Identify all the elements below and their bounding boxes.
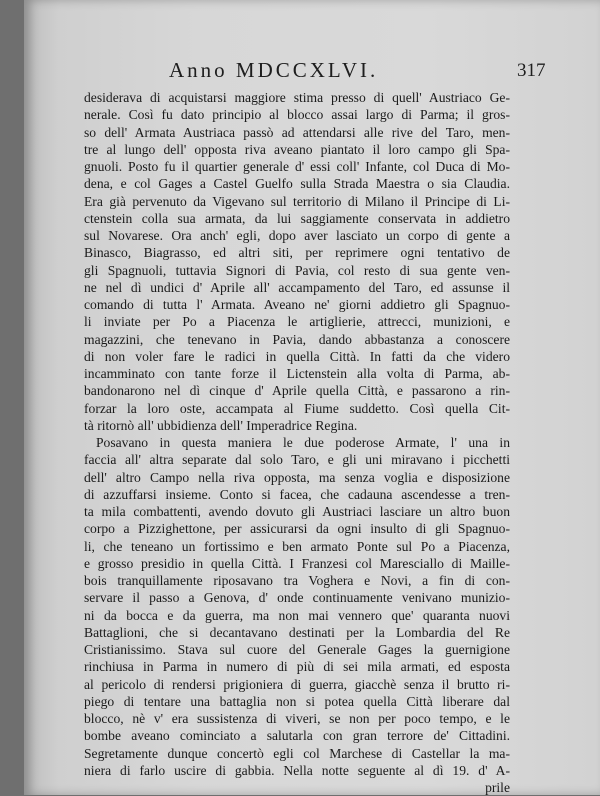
- page-number: 317: [517, 60, 546, 81]
- text-line: forzar la loro oste, accampata al Fiume suddetto. Così quella Cit-: [84, 400, 510, 416]
- text-line: Posavano in questa maniera le due poderose Armate, l' una in: [96, 435, 510, 450]
- text-line: faccia all' altra separate dal solo Taro, e gli uni miravano i picchetti: [84, 452, 510, 468]
- text-line-catchword: prile: [485, 780, 510, 795]
- text-line: bois tranquillamente riposavano tra Voghera e Novi, a fin di con-: [84, 573, 510, 588]
- text-line: Era già pervenuto da Vigevano sul territorio di Milano il Principe di Li-: [84, 193, 510, 209]
- text-line: desiderava di acquistarsi maggiore stima presso di quell' Austriaco Ge-: [84, 90, 510, 105]
- text-line: gnuoli. Posto fu il quartier generale d' essi coll' Infante, col Duca di Mo-: [84, 159, 510, 174]
- text-line: rinchiusa in Parma in numero di più di sei mila armati, ed esposta: [84, 659, 510, 675]
- text-line: e grosso presidio in quella Città. I Franzesi col Maresciallo di Maille-: [84, 555, 510, 571]
- text-line: nerale. Così fu dato principio al blocco assai largo di Parma; il gros-: [84, 107, 510, 123]
- text-line: ne nel dì undici d' Aprile all' accampamento del Taro, ed assunse il: [84, 279, 510, 295]
- text-line: servare il passo a Genova, d' onde continuamente venivano munizio-: [84, 590, 510, 606]
- text-line: piego di tentare una battaglia non si potea quella Città liberare dal: [84, 693, 510, 709]
- page-header: [24, 58, 600, 84]
- text-line: blocco, nè v' era sussistenza di viveri, se non per poco tempo, e le: [84, 711, 510, 726]
- running-title: Anno MDCCXLVI.: [169, 58, 379, 82]
- text-line: incamminato con tante forze il Lictenstein alla volta di Parma, ab-: [84, 366, 510, 381]
- text-line: sul Novarese. Ora anch' egli, dopo aver lasciato un corpo di gente a: [84, 228, 510, 243]
- text-line: Segretamente dunque concertò egli col Marchese di Castellar la ma-: [84, 745, 510, 761]
- text-line: ctenstein colla sua armata, da lui saggiamente conservata in addietro: [84, 210, 510, 226]
- text-line: al pericolo di rendersi prigioniera di guerra, giacchè senza il brutto ri-: [84, 676, 510, 692]
- text-line: corpo a Pizzighettone, per assicurarsi da ogni insulto di gli Spagnuo-: [84, 521, 510, 537]
- text-line: comando di tutta l' Armata. Aveano ne' giorni addietro gli Spagnuo-: [84, 297, 510, 312]
- text-line: di non voler fare le radici in quella Città. In fatti da che videro: [84, 348, 510, 364]
- text-line: ta mila combattenti, avendo dovuto gli Austriaci lasciare un altro buon: [84, 504, 510, 519]
- text-line: so dell' Armata Austriaca passò ad attendarsi alle rive del Taro, men-: [84, 124, 510, 140]
- book-page: [24, 0, 600, 795]
- text-line: gli Spagnuoli, tuttavia Signori di Pavia, col resto di sua gente ven-: [84, 262, 510, 278]
- text-line: Binasco, Biagrasso, ed altri siti, per reprimere ogni tentativo de: [84, 245, 510, 261]
- text-line: li inviate per Po a Piacenza le artiglierie, attrecci, munizioni, e: [84, 314, 510, 330]
- text-line: tre al lungo dell' opposta riva aveano piantato il loro campo gli Spa-: [84, 141, 510, 157]
- text-line: dell' altro Campo nella riva opposta, ma senza voglia e disposizione: [84, 469, 510, 485]
- text-line: tà ritornò all' ubbidienza dell' Imperadrice Regina.: [84, 417, 358, 433]
- text-line: di azzuffarsi insieme. Conto si facea, che cadauna ascendesse a tren-: [84, 486, 510, 502]
- text-line: niera di farlo uscire di gabbia. Nella notte seguente al dì 19. d' A-: [84, 762, 510, 778]
- text-line: Cristianissimo. Stava sul cuore del Generale Gages la guernigione: [84, 642, 510, 657]
- text-line: dena, e col Gages a Castel Guelfo sulla Strada Maestra o sia Claudia.: [84, 176, 510, 192]
- text-line: li, che teneano un fortissimo e ben armato Ponte sul Po a Piacenza,: [84, 538, 510, 554]
- body-text: [84, 89, 510, 796]
- text-line: magazzini, che tenevano in Pavia, dando abbastanza a conoscere: [84, 331, 510, 347]
- text-line: bandonarono nel dì cinque d' Aprile quella Città, e passarono a rin-: [84, 383, 510, 399]
- text-line: ni da bocca e da guerra, ma non mai vennero que' quaranta nuovi: [84, 607, 510, 623]
- text-line: bombe aveano cominciato a salutarla con gran terrore de' Cittadini.: [84, 728, 510, 744]
- text-line: Battaglioni, che si decantavano destinati per la Lombardia del Re: [84, 624, 510, 640]
